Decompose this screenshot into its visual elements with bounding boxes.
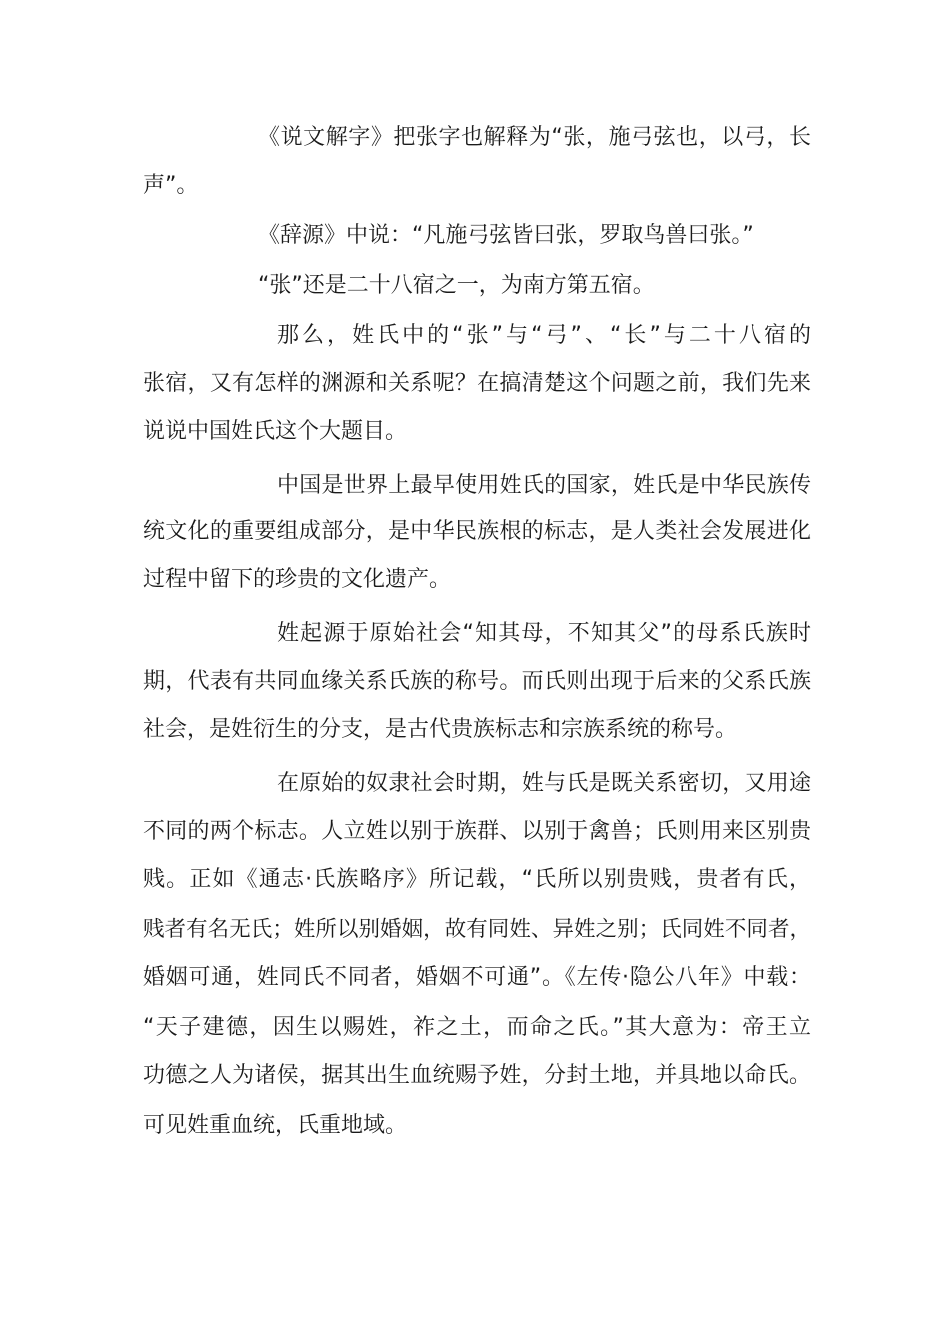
- paragraph-1-line-1: 《说文解字》把张字也解释为“张，施弓弦也，以弓，长: [258, 125, 811, 150]
- paragraph-1-line-2: 声”。: [143, 173, 199, 198]
- paragraph-5-line-2: 统文化的重要组成部分，是中华民族根的标志，是人类社会发展进化: [143, 519, 811, 544]
- paragraph-7-line-1: 在原始的奴隶社会时期，姓与氏是既关系密切，又用途: [277, 771, 811, 796]
- paragraph-7-line-6: “天子建德，因生以赐姓，祚之土，而命之氏。”其大意为：帝王立: [143, 1015, 811, 1040]
- paragraph-5-line-3: 过程中留下的珍贵的文化遗产。: [143, 567, 452, 592]
- paragraph-4-line-1: 那么，姓氏中的“张”与“弓”、“长”与二十八宿的: [277, 323, 811, 348]
- paragraph-7-line-4: 贱者有名无氏；姓所以别婚姻，故有同姓、异姓之别；氏同姓不同者，: [143, 917, 811, 942]
- paragraph-7-line-3: 贱。正如《通志·氏族略序》所记载，“氏所以别贵贱，贵者有氏，: [143, 867, 811, 892]
- paragraph-3-line-1: “张”还是二十八宿之一，为南方第五宿。: [258, 273, 655, 298]
- paragraph-7-line-8: 可见姓重血统，氏重地域。: [143, 1113, 408, 1138]
- paragraph-4-line-3: 说说中国姓氏这个大题目。: [143, 419, 408, 444]
- paragraph-6-line-3: 社会，是姓衍生的分支，是古代贵族标志和宗族系统的称号。: [143, 717, 738, 742]
- paragraph-4-line-2: 张宿，又有怎样的渊源和关系呢？在搞清楚这个问题之前，我们先来: [143, 371, 811, 396]
- paragraph-7-line-7: 功德之人为诸侯，据其出生血统赐予姓，分封土地，并具地以命氏。: [143, 1063, 811, 1088]
- paragraph-7-line-5: 婚姻可通，姓同氏不同者，婚姻不可通”。《左传·隐公八年》中载：: [143, 965, 811, 990]
- paragraph-2-line-1: 《辞源》中说：“凡施弓弦皆曰张，罗取鸟兽曰张。”: [258, 223, 754, 248]
- paragraph-5-line-1: 中国是世界上最早使用姓氏的国家，姓氏是中华民族传: [277, 473, 811, 498]
- paragraph-6-line-2: 期，代表有共同血缘关系氏族的称号。而氏则出现于后来的父系氏族: [143, 669, 811, 694]
- paragraph-7-line-2: 不同的两个标志。人立姓以别于族群、以别于禽兽；氏则用来区别贵: [143, 819, 811, 844]
- paragraph-6-line-1: 姓起源于原始社会“知其母，不知其父”的母系氏族时: [277, 621, 811, 646]
